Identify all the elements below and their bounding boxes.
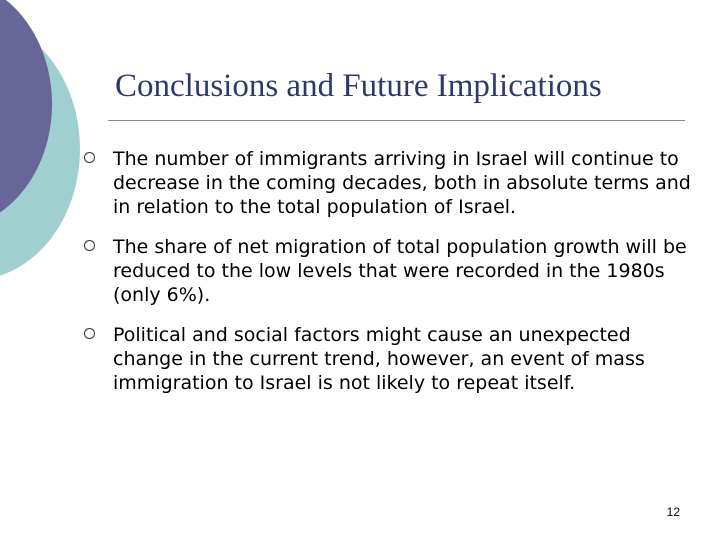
slide-title: Conclusions and Future Implications <box>115 68 602 104</box>
title-divider <box>108 120 685 121</box>
bullet-item <box>84 147 694 219</box>
hollow-circle-bullet-icon <box>84 328 95 339</box>
bullet-text: Political and social factors might cause an unexpected change in the current trend, however, an event of mass immigration to Israel is not likely to repeat itself. <box>113 324 645 394</box>
page-number: 12 <box>666 505 680 519</box>
hollow-circle-bullet-icon <box>84 240 95 251</box>
hollow-circle-bullet-icon <box>84 152 95 163</box>
bullet-item <box>84 235 694 307</box>
bullet-list <box>84 147 694 411</box>
bullet-item <box>84 323 694 395</box>
bullet-text: The share of net migration of total population growth will be reduced to the low levels that were recorded in the 1980s (only 6%). <box>113 236 687 306</box>
bullet-text: The number of immigrants arriving in Israel will continue to decrease in the coming decades, both in absolute terms and in relation to the total population of Israel. <box>113 148 691 218</box>
